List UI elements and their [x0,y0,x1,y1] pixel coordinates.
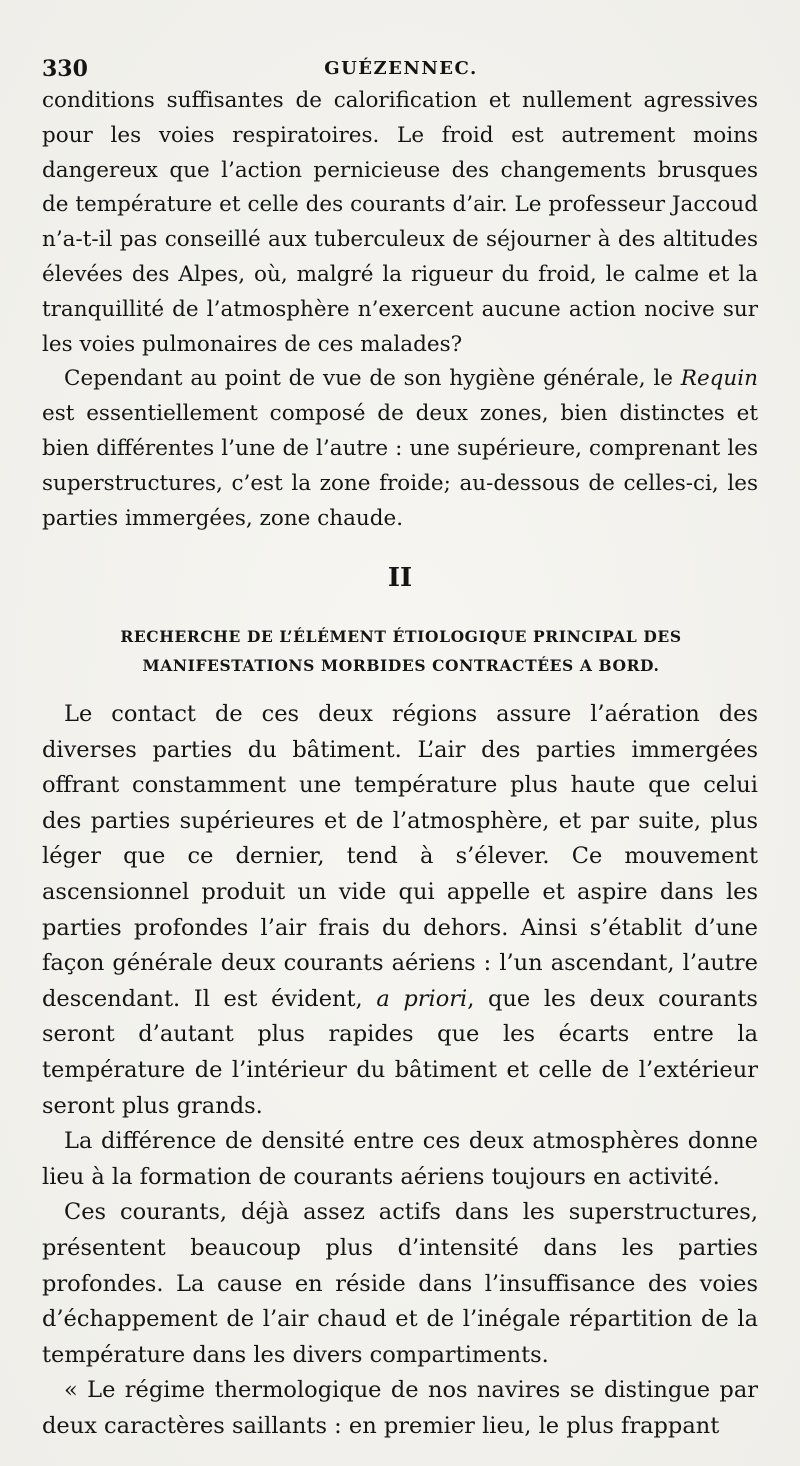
paragraph: La différence de densité entre ces deux atmosphères donne lieu à la formation de courants aériens toujours en activité. [42,1128,758,1190]
section-title: RECHERCHE DE L’ÉLÉMENT ÉTIOLOGIQUE PRINCIPAL DES MANIFESTATIONS MORBIDES CONTRACTÉES A BORD. [120,627,682,675]
paragraph [42,362,758,536]
paragraph: conditions suffisantes de calorification et nullement agressives pour les voies respiratoires. Le froid est autrement moins dangereux que l’action pernicieuse des changements brusques de température et celle des courants d’air. Le professeur Jaccoud n’a-t-il pas conseillé aux tuberculeux de séjourner à des altitudes élevées des Alpes, où, malgré la rigueur du froid, le calme et la tranquillité de l’atmosphère n’exercent aucune action nocive sur les voies pulmonaires de ces malades? [42,88,758,357]
paragraph-text: Cependant au point de vue de son hygiène générale, le [64,366,681,392]
paragraph-text: , que les deux courants seront d’autant plus rapides que les écarts entre la température de l’intérieur du bâtiment et celle de l’extérieur seront plus grands. [42,985,758,1119]
italic-phrase: a priori [376,985,468,1012]
text-block-top [42,84,758,536]
paragraph: Ces courants, déjà assez actifs dans les superstructures, présentent beaucoup plus d’intensité dans les parties profondes. La cause en réside dans l’insuffisance des voies d’échappement de l’air chaud et de l’inégale répartition de la température dans les divers compartiments. [42,1199,758,1368]
running-head: GUÉZENNEC. [324,58,478,79]
section-number: II [387,563,413,593]
paragraph [42,697,758,1124]
paragraph: « Le régime thermologique de nos navires se distingue par deux caractères saillants : en premier lieu, le plus frappant [42,1377,758,1439]
page-header [42,56,760,86]
page-number: 330 [42,56,88,82]
text-block-section [42,697,758,1444]
italic-ship-name: Requin [680,366,758,392]
paragraph-text: Le contact de ces deux régions assure l’aération des diverses parties du bâtiment. L’air des parties immergées offrant constamment une température plus haute que celui des parties supérieures et de l’atmosphère, et par suite, plus léger que ce dernier, tend à s’élever. Ce mouvement ascensionnel produit un vide qui appelle et aspire dans les parties profondes l’air frais du dehors. Ainsi s’établit d’une façon générale deux courants aériens : l’un ascendant, l’autre descendant. Il est évident, [42,701,758,1012]
paragraph-text: est essentiellement composé de deux zones, bien distinctes et bien différentes l’une de l’autre : une supérieure, comprenant les superstructures, c’est la zone froide; au-dessous de celles-ci, les parties immergées, zone chaude. [42,401,758,531]
